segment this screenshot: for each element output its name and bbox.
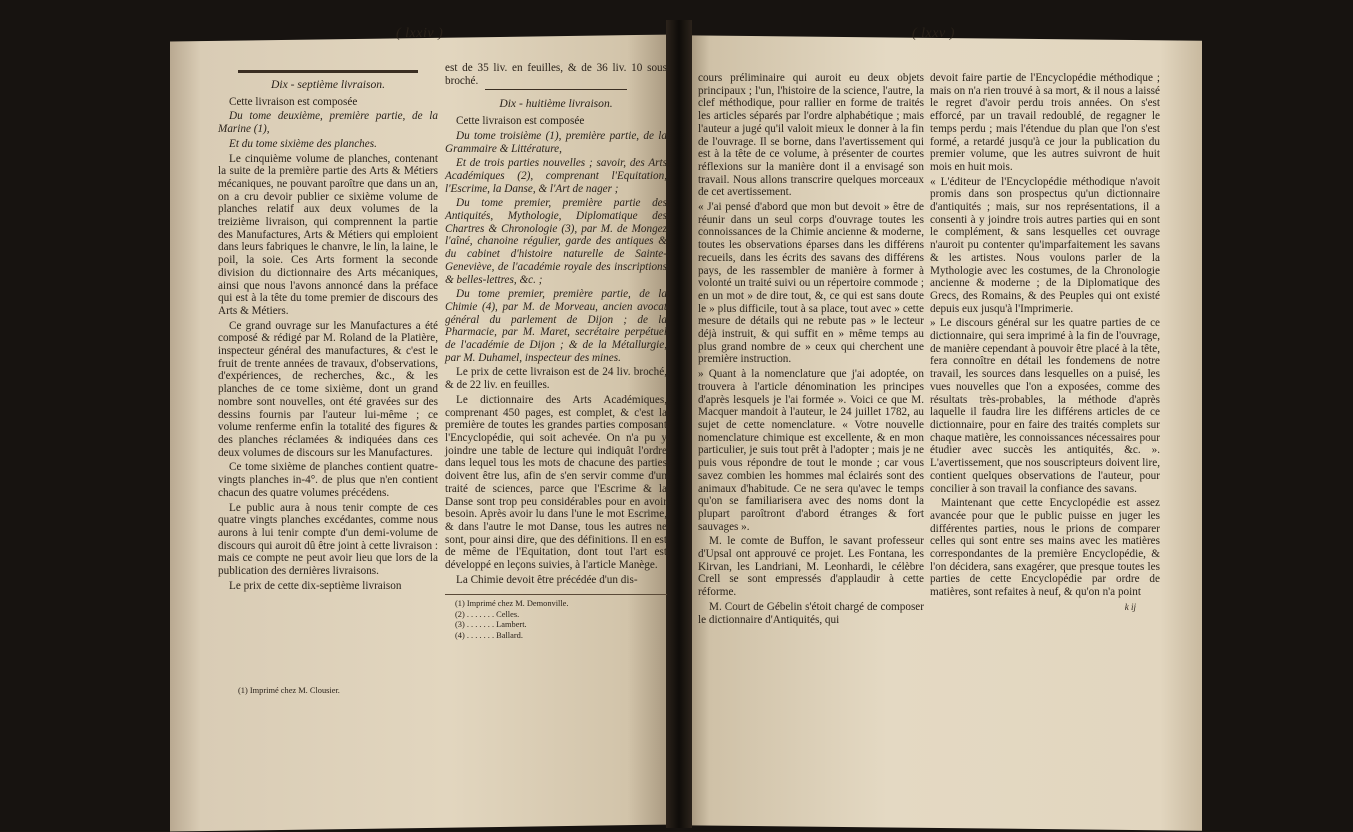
quotation: « J'ai pensé d'abord que mon but devoit » être de réunir dans un seul corps d'ouvrage toutes les connoissances de la Chimie ancienne & moderne, toutes les observations éparses dans les différens recueils, dans les écrits des savans des différens pays, de les rassembler de manière à former à volonté un traité suivi ou un répertoire commode ; en un mot » de dire tout, &, ce qui est sans doute le » plus difficile, tout à sa place, tout avec » cette mesure de détails qui ne rebute pas » le lecteur déjà instruit, & qui suffit en » même temps au plus grand nombre de » ceux qui cherchent une première instruction.: [698, 201, 924, 366]
paragraph: Cette livraison est composée: [229, 95, 358, 108]
footnote: (1) Imprimé chez M. Demonville.: [455, 599, 569, 609]
left-column-1: [218, 70, 438, 810]
quotation: « L'éditeur de l'Encyclopédie méthodique n'avoit promis dans son prospectus qu'un dictionnaire d'antiquités ; mais, sur nos représentations, il a consenti à y joindre trois autres parties qui en sont le complément, & sans lesquelles cet ouvrage n'auroit pu contenter qu'imparfaitement les savans & les artistes. Nous voulons parler de la Mythologie avec les costumes, de la Chronologie ancienne & moderne ; de la Diplomatique des Grecs, des Romains, & des Peuples qui ont existé depuis eux jusqu'à l'Imprimerie.: [930, 175, 1160, 315]
paragraph: Le dictionnaire des Arts Académiques, comprenant 450 pages, est complet, & c'est la première de toutes les grandes parties composant l'Encyclopédie, qui soit achevée. On n'a pu y joindre une table de lecture qui indiquât l'ordre dans lequel tous les mots de chacune des parties doivent être lus, afin de s'en servir comme d'un traité de sciences, parce que l'Escrime & la Danse sont trop peu considérables pour en avoir besoin. Après avoir lu dans l'une le mot Escrime, & dans l'autre le mot Danse, tous les autres ne sont, pour ainsi dire, que des définitions. Il en est de même de l'Equitation, dont tout l'art est développé en leçons suivies, à l'article Manège.: [445, 393, 667, 572]
paragraph: est de 35 liv. en feuilles, & de 36 liv. 10 sous broché.: [445, 62, 667, 87]
page-number-right: ( lxxv ): [912, 26, 955, 41]
footnotes: [445, 594, 667, 641]
paragraph: Le public aura à nous tenir compte de ces quatre vingts planches excédantes, comme nous aurons à lui tenir compte d'un demi-volume de discours qui auroit dû être joint à cette livraison : mais ce compte ne peut avoir lieu que lors de la publication des dernières livraisons.: [218, 501, 438, 578]
quotation: » Quant à la nomenclature que j'ai adoptée, on trouvera à l'article dénomination les principes d'après lesquels je l'ai formée ». Voici ce que M. Macquer mandoit à l'auteur, le 24 juillet 1782, au sujet de cette nomenclature. « Votre nouvelle nomenclature chimique est excellente, & en mon particulier, je suis tout prêt à l'adopter ; mais je ne puis vous répondre de tout le monde ; car vous savez combien les hommes mal éclairés sont des animaux d'habitude. Ce ne sera qu'avec le temps qu'on se familiarisera avec des noms dont la plupart paroîtront d'abord étranges & fort sauvages ».: [698, 368, 924, 533]
paragraph: Ce grand ouvrage sur les Manufactures a été composé & rédigé par M. Roland de la Platière, inspecteur général des manufactures, & c'est le fruit de trente années de travaux, d'observations, d'expériences, de recherches, &c., & les planches de ce tome sixième, dont un grand nombre sont nouvelles, ont été gravées sur des dessins fournis par l'auteur lui-même ; ce volume renferme enfin la totalité des figures & des planches réclamées & indiquées dans ces deux volumes de discours sur les Manufactures.: [218, 319, 438, 459]
paragraph: Maintenant que cette Encyclopédie est assez avancée pour que le public puisse en juger les différentes parties, nous le prions de comparer celles qui sont entre ses mains avec les matières correspondantes de la première Encyclopédie, & l'on décidera, sans exagérer, que presque toutes les parties de cette Encyclopédie par ordre de matières, sont refaites à neuf, & qu'on n'a point: [930, 497, 1160, 599]
signature-mark: k ij: [1124, 601, 1136, 612]
paragraph: Le prix de cette livraison est de 24 liv. broché, & de 22 liv. en feuilles.: [445, 366, 667, 392]
footnote: (2) . . . . . . . Celles.: [455, 609, 520, 619]
footnote: (3) . . . . . . . Lambert.: [455, 620, 527, 630]
volume-line: Du tome premier, première partie des Antiquités, Mythologie, Diplomatique des Chartres & Chronologie (3), par M. de Mongez l'aîné, chanoine régulier, garde des antiques & du cabinet d'histoire naturelle de Sainte-Geneviève, de l'académie royale des inscriptions & belles-lettres, &c. ;: [445, 197, 667, 286]
volume-line: Du tome troisième (1), première partie, de la Grammaire & Littérature,: [445, 129, 667, 155]
footnote: (1) Imprimé chez M. Clousier.: [238, 686, 340, 695]
paragraph: Le cinquième volume de planches, contenant la suite de la première partie des Arts & Métiers mécaniques, ne pouvant paroître que dans un an, on a cru devoir publier ce sixième volume de planches relatif aux deux volumes de la treizième livraison, qui comprennent la partie des Manufactures, Arts & Métiers qui emploient dans leurs fabriques le chanvre, le lin, la laine, le poil, la soie. Ces Arts forment la seconde division du dictionnaire des Arts mécaniques, ainsi que nous l'avons annoncé dans la préface qui est à la tête du tome premier de discours des Arts & Métiers.: [218, 152, 438, 317]
section-heading: Dix - septième livraison.: [271, 78, 385, 91]
paragraph: Le prix de cette dix-septième livraison: [229, 579, 402, 592]
volume-line: Du tome deuxième, première partie, de la Marine (1),: [218, 110, 438, 136]
paragraph: La Chimie devoit être précédée d'un dis-: [456, 573, 638, 586]
section-heading: Dix - huitième livraison.: [499, 97, 613, 111]
right-column-1: [698, 72, 924, 812]
volume-line: Et du tome sixième des planches.: [229, 137, 377, 150]
paragraph: M. le comte de Buffon, le savant professeur d'Upsal ont approuvé ce projet. Les Fontana, les Kirvan, les Landriani, M. Leonhardi, le célèbre Crell se sont empressés d'applaudir à cette réforme.: [698, 535, 924, 599]
book-gutter: [666, 20, 692, 828]
right-column-2: [930, 72, 1160, 812]
page-number-left: ( lxxiv ): [396, 26, 444, 41]
paragraph: Cette livraison est composée: [456, 115, 585, 128]
left-column-2: [445, 62, 667, 807]
volume-line: Et de trois parties nouvelles ; savoir, des Arts Académiques (2), comprenant l'Equitation, l'Escrime, la Danse, & l'Art de nager ;: [445, 157, 667, 195]
paragraph: M. Court de Gébelin s'étoit chargé de composer le dictionnaire d'Antiquités, qui: [698, 600, 924, 626]
paragraph: Ce tome sixième de planches contient quatre-vingts planches in-4°. de plus que n'en contient chacun des quatre volumes précédens.: [218, 461, 438, 499]
volume-line: Du tome premier, première partie, de la Chimie (4), par M. de Morveau, ancien avocat général du parlement de Dijon ; de la Pharmacie, par M. Maret, secrétaire perpétuel de l'académie de Dijon ; & de la Métallurgie, par M. Duhamel, inspecteur des mines.: [445, 288, 667, 364]
section-rule: [238, 70, 418, 73]
paragraph: cours préliminaire qui auroit eu deux objets principaux ; l'un, l'histoire de la science, l'autre, la clef méthodique, pour rallier en forme de traités les articles séparés par l'ordre alphabétique ; mais l'auteur a jugé qu'il valoit mieux le donner à la fin de l'ouvrage. Il se borne, dans l'avertissement qui est à la tête de ce volume, à présenter de courtes réflexions sur la manière dont il a envisagé son travail. Nous allons transcrire quelques morceaux de cet avertissement.: [698, 72, 924, 199]
quotation: » Le discours général sur les quatre parties de ce dictionnaire, qui sera imprimé à la fin de l'ouvrage, de manière cependant à pouvoir être placé à la tête, fera connoître en détail les fondemens de notre travail, les sources dans lesquelles on a puisé, les vues nouvelles que l'on a exposées, comme des résultats très-probables, la méthode d'après laquelle il faudra lire les différens articles de ce dictionnaire, pour en faire des traités complets sur chaque matière, les connoissances nécessaires pour étudier avec succès les antiquités, &c. ». L'avertissement, que nos souscripteurs doivent lire, contient quelques observations de l'auteur, pour concilier à son travail la confiance des savans.: [930, 317, 1160, 495]
paragraph: devoit faire partie de l'Encyclopédie méthodique ; mais on n'a rien trouvé à sa mort, & il nous a laissé le regret d'avoir perdu trois années. On s'est efforcé, par un travail redoublé, de regagner le temps perdu ; mais l'étendue du plan que l'on s'est formé, a retardé jusqu'à ce jour la publication du premier volume, que les autres suivront de huit mois en huit mois.: [930, 72, 1160, 173]
footnote: (4) . . . . . . . Ballard.: [455, 630, 523, 640]
section-rule: [485, 89, 627, 90]
